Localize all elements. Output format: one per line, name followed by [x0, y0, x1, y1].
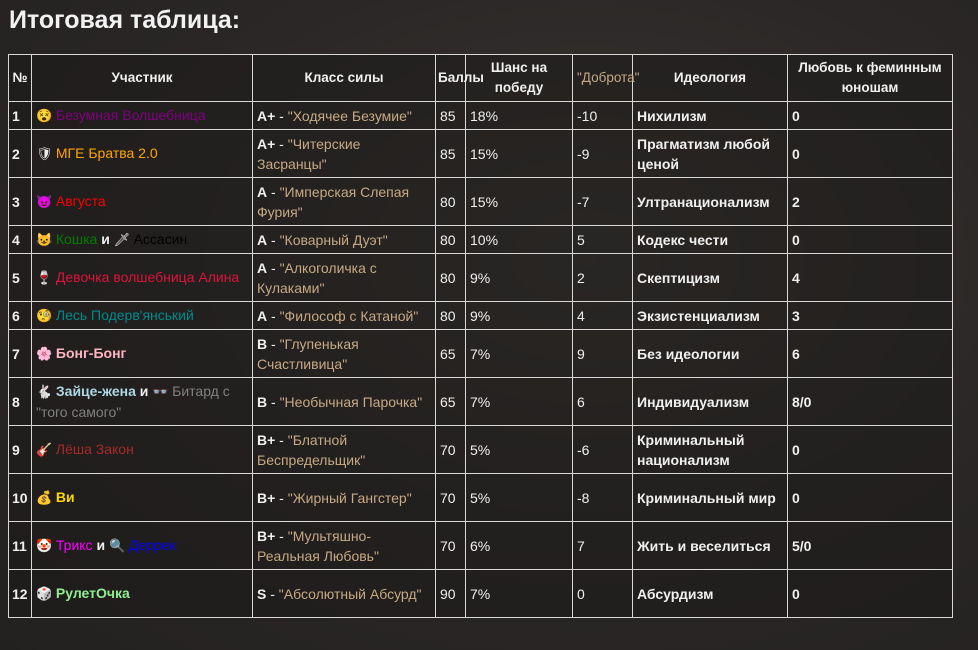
table-row — [9, 330, 953, 378]
class-title: "Жирный Гангстер" — [287, 489, 412, 506]
devil-face-icon: 😈 — [36, 194, 53, 209]
dash: - — [275, 527, 288, 544]
grade: B+ — [257, 489, 276, 506]
ideology: Прагматизм любой ценой — [633, 130, 788, 178]
win-chance: 7% — [466, 378, 573, 426]
score: 65 — [436, 378, 466, 426]
class-title: "Алкоголичка с Кулаками" — [257, 259, 377, 296]
cat-face-icon: 😺 — [36, 232, 53, 247]
ideology: Ултранационализм — [633, 178, 788, 226]
love: 5/0 — [788, 522, 953, 570]
ideology: Кодекс чести — [633, 226, 788, 254]
table-row — [9, 378, 953, 426]
participant-name: Ассасин — [133, 231, 188, 247]
grade: A — [257, 307, 268, 324]
kindness: 7 — [573, 522, 633, 570]
page-title: Итоговая таблица: — [9, 6, 241, 34]
grade: B+ — [257, 527, 276, 544]
participant-cell — [32, 570, 253, 618]
header-win-chance: Шанс на победу — [466, 55, 573, 102]
dagger-icon: 🗡 — [113, 232, 131, 247]
row-number: 2 — [9, 130, 32, 178]
love: 0 — [788, 130, 953, 178]
love: 3 — [788, 302, 953, 330]
row-number: 1 — [9, 102, 32, 130]
score: 85 — [436, 102, 466, 130]
ideology: Криминальный мир — [633, 474, 788, 522]
dice-icon: 🎲 — [36, 586, 53, 601]
score: 85 — [436, 130, 466, 178]
conjunction: и — [139, 383, 149, 399]
table-row — [9, 522, 953, 570]
grade: A — [257, 183, 268, 200]
table-row — [9, 226, 953, 254]
class-title: "Читерские Засранцы" — [257, 135, 361, 172]
header-participant: Участник — [32, 55, 253, 102]
row-number: 3 — [9, 178, 32, 226]
class-title: "Необычная Парочка" — [279, 393, 423, 410]
kindness: 9 — [573, 330, 633, 378]
participant-name: Лёша Закон — [55, 441, 134, 457]
score: 90 — [436, 570, 466, 618]
ideology: Скептицизм — [633, 254, 788, 302]
participant-name: Лесь Подерв'янський — [55, 307, 194, 323]
participant-cell — [32, 226, 253, 254]
participant-name: Девочка волшебница Алина — [55, 269, 240, 285]
participant-cell — [32, 302, 253, 330]
score: 80 — [436, 226, 466, 254]
grade: A — [257, 231, 268, 248]
dash: - — [275, 489, 288, 506]
dash: - — [267, 183, 280, 200]
love: 4 — [788, 254, 953, 302]
class-title: "Глупенькая Счастливица" — [257, 335, 359, 372]
kindness: -6 — [573, 426, 633, 474]
kindness: 4 — [573, 302, 633, 330]
win-chance: 18% — [466, 102, 573, 130]
table-row — [9, 130, 953, 178]
results-table — [8, 54, 953, 618]
dash: - — [267, 307, 280, 324]
header-love: Любовь к феминным юношам — [788, 55, 953, 102]
row-number: 5 — [9, 254, 32, 302]
monocle-face-icon: 🧐 — [36, 308, 53, 323]
win-chance: 5% — [466, 426, 573, 474]
win-chance: 15% — [466, 130, 573, 178]
participant-name: Зайце-жена — [55, 383, 136, 399]
score: 80 — [436, 302, 466, 330]
money-bag-icon: 💰 — [36, 490, 53, 505]
grade: S — [257, 585, 267, 602]
score: 70 — [436, 426, 466, 474]
love: 2 — [788, 178, 953, 226]
dizzy-face-icon: 😵 — [36, 108, 53, 123]
header-kindness: "Доброта" — [573, 55, 633, 102]
wine-glass-icon: 🍷 — [36, 270, 53, 285]
score: 70 — [436, 522, 466, 570]
participant-name: Бонг-Бонг — [55, 345, 127, 361]
dash: - — [275, 107, 288, 124]
participant-name: Августа — [55, 193, 106, 209]
participant-cell — [32, 522, 253, 570]
power-class-cell — [253, 378, 436, 426]
table-row — [9, 570, 953, 618]
magnifier-icon: 🔍 — [108, 538, 126, 553]
participant-name: Безумная Волшебница — [55, 107, 206, 123]
header-score: Баллы — [436, 55, 466, 102]
class-title: "Коварный Дуэт" — [279, 231, 388, 248]
grade: A — [257, 259, 268, 276]
participant-name: Кошка — [55, 231, 98, 247]
grade: B — [257, 393, 268, 410]
participant-cell — [32, 426, 253, 474]
participant-name: РулетОчка — [55, 585, 130, 601]
power-class-cell — [253, 330, 436, 378]
win-chance: 10% — [466, 226, 573, 254]
participant-name: МГЕ Братва 2.0 — [55, 145, 158, 161]
shield-icon: 🛡 — [36, 146, 53, 161]
class-title: "Блатной Беспредельщик" — [257, 431, 366, 468]
header-ideology: Идеология — [633, 55, 788, 102]
table-row — [9, 426, 953, 474]
class-title: "Ходячее Безумие" — [287, 107, 412, 124]
participant-cell — [32, 130, 253, 178]
love: 6 — [788, 330, 953, 378]
power-class-cell — [253, 254, 436, 302]
power-class-cell — [253, 302, 436, 330]
kindness: 2 — [573, 254, 633, 302]
power-class-cell — [253, 474, 436, 522]
power-class-cell — [253, 426, 436, 474]
participant-name: Деррек — [128, 537, 176, 553]
love: 0 — [788, 570, 953, 618]
power-class-cell — [253, 226, 436, 254]
grade: A+ — [257, 107, 276, 124]
win-chance: 5% — [466, 474, 573, 522]
love: 0 — [788, 102, 953, 130]
power-class-cell — [253, 522, 436, 570]
conjunction: и — [101, 231, 110, 247]
grade: A+ — [257, 135, 276, 152]
kindness: -8 — [573, 474, 633, 522]
participant-cell — [32, 102, 253, 130]
table-row — [9, 178, 953, 226]
power-class-cell — [253, 130, 436, 178]
score: 70 — [436, 474, 466, 522]
cherry-blossom-icon: 🌸 — [36, 346, 53, 361]
kindness: -10 — [573, 102, 633, 130]
kindness: 5 — [573, 226, 633, 254]
row-number: 4 — [9, 226, 32, 254]
kindness: 6 — [573, 378, 633, 426]
ideology: Нихилизм — [633, 102, 788, 130]
participant-cell — [32, 330, 253, 378]
participant-cell — [32, 474, 253, 522]
participant-cell — [32, 178, 253, 226]
dash: - — [267, 335, 280, 352]
rabbit-icon: 🐇 — [36, 384, 53, 399]
row-number: 12 — [9, 570, 32, 618]
row-number: 7 — [9, 330, 32, 378]
row-number: 8 — [9, 378, 32, 426]
score: 65 — [436, 330, 466, 378]
row-number: 6 — [9, 302, 32, 330]
ideology: Абсурдизм — [633, 570, 788, 618]
header-number: № — [9, 55, 32, 102]
grade: B+ — [257, 431, 276, 448]
conjunction: и — [96, 537, 106, 553]
header-row — [9, 55, 953, 102]
row-number: 11 — [9, 522, 32, 570]
guitar-icon: 🎸 — [36, 442, 53, 457]
table-row — [9, 254, 953, 302]
power-class-cell — [253, 178, 436, 226]
ideology: Индивидуализм — [633, 378, 788, 426]
power-class-cell — [253, 102, 436, 130]
class-title: "Имперская Слепая Фурия" — [257, 183, 410, 220]
row-number: 9 — [9, 426, 32, 474]
dash: - — [275, 431, 288, 448]
header-power-class: Класс силы — [253, 55, 436, 102]
dash: - — [267, 393, 280, 410]
ideology: Без идеологии — [633, 330, 788, 378]
glasses-icon: 👓 — [152, 384, 169, 399]
score: 80 — [436, 178, 466, 226]
participant-name: Трикс — [55, 537, 93, 553]
row-number: 10 — [9, 474, 32, 522]
dash: - — [266, 585, 279, 602]
dash: - — [275, 135, 288, 152]
class-title: "Философ с Катаной" — [279, 307, 419, 324]
ideology: Экзистенциализм — [633, 302, 788, 330]
table-row — [9, 302, 953, 330]
love: 8/0 — [788, 378, 953, 426]
participant-cell — [32, 254, 253, 302]
kindness: 0 — [573, 570, 633, 618]
participant-cell — [32, 378, 253, 426]
score: 80 — [436, 254, 466, 302]
kindness: -9 — [573, 130, 633, 178]
win-chance: 6% — [466, 522, 573, 570]
table-row — [9, 474, 953, 522]
participant-name: Ви — [55, 489, 75, 505]
dash: - — [267, 259, 280, 276]
win-chance: 7% — [466, 570, 573, 618]
clown-face-icon: 🤡 — [36, 538, 53, 553]
participant-name: Битард с "того самого" — [36, 383, 230, 420]
love: 0 — [788, 474, 953, 522]
power-class-cell — [253, 570, 436, 618]
win-chance: 9% — [466, 302, 573, 330]
grade: B — [257, 335, 268, 352]
win-chance: 9% — [466, 254, 573, 302]
ideology: Криминальный национализм — [633, 426, 788, 474]
ideology: Жить и веселиться — [633, 522, 788, 570]
class-title: "Мультяшно-Реальная Любовь" — [257, 527, 379, 564]
love: 0 — [788, 226, 953, 254]
win-chance: 7% — [466, 330, 573, 378]
kindness: -7 — [573, 178, 633, 226]
dash: - — [267, 231, 280, 248]
win-chance: 15% — [466, 178, 573, 226]
table-row — [9, 102, 953, 130]
class-title: "Абсолютный Абсурд" — [278, 585, 422, 602]
love: 0 — [788, 426, 953, 474]
